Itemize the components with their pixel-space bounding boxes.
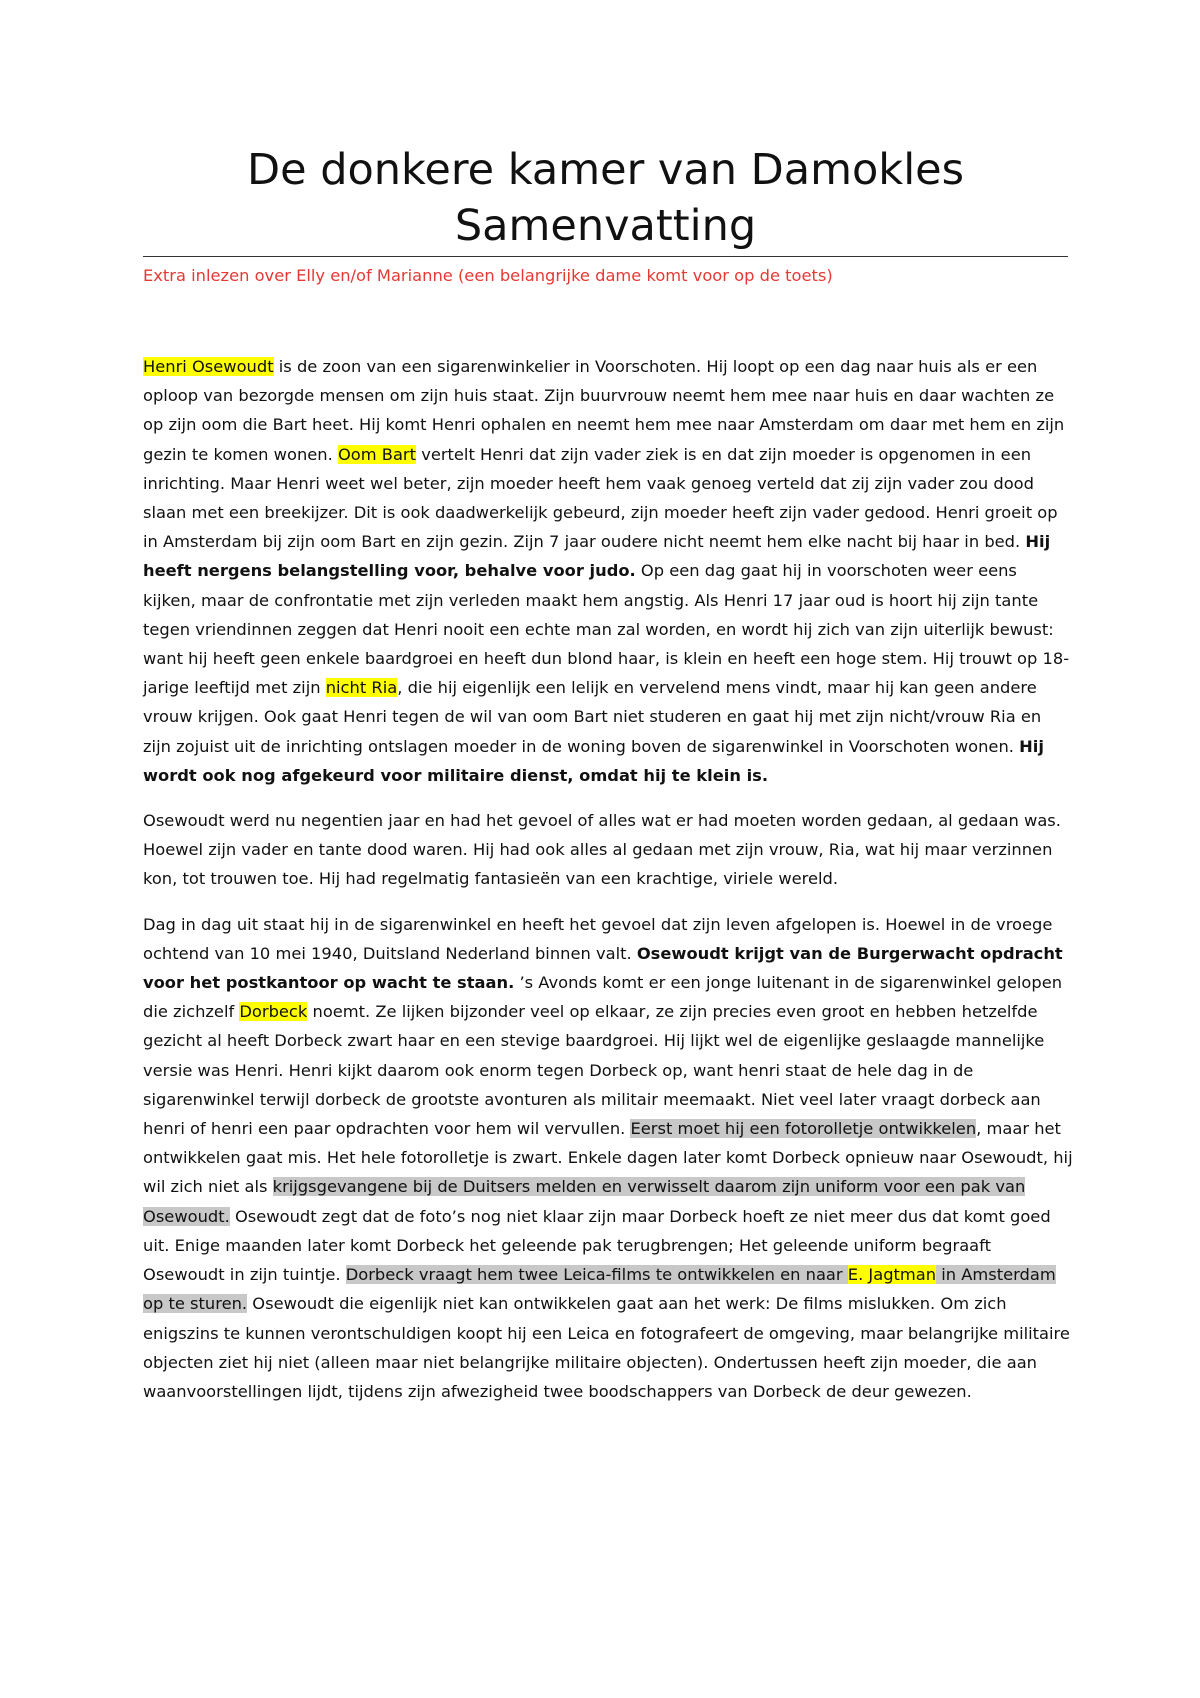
text-run: Dag in dag uit staat hij in de sigarenwinkel en heeft het gevoel dat zijn leven afgelopen is. Hoewel in de vroege ochtend van 10 mei 1940, Duitsland Nederland binnen valt. [143, 914, 1053, 963]
bold-text: Hij heeft nergens belangstelling voor, behalve voor judo. [143, 532, 1051, 581]
text-run: noemt. Ze lijken bijzonder veel op elkaar, ze zijn precies even groot en hebben hetzelfde gezicht al heeft Dorbeck zwart haar en een stevige baardgroei. Hij lijkt wel de eigenlijke geslaagde mannelijke versie was Henri. Henri kijkt daarom ook enorm tegen Dorbeck op, want henri staat de hele dag in de sigarenwinkel terwijl dorbeck de grootste avonturen als militair meemaakt. Niet veel later vraagt dorbeck aan henri of henri een paar opdrachten voor hem wil vervullen. [143, 1002, 1045, 1139]
title-block [143, 142, 1068, 257]
text-run: Osewoudt werd nu negentien jaar en had het gevoel of alles wat er had moeten worden gedaan, al gedaan was. Hoewel zijn vader en tante dood waren. Hij had ook alles al gedaan met zijn vrouw, Ria, wat hij maar verzinnen kon, tot trouwen toe. Hij had regelmatig fantasieën van een krachtige, viriele wereld. [143, 811, 1061, 889]
bold-text: Hij wordt ook nog afgekeurd voor militaire dienst, omdat hij te klein is. [143, 736, 1044, 785]
paragraph-1 [143, 352, 1073, 790]
text-run: , maar het ontwikkelen gaat mis. Het hele fotorolletje is zwart. Enkele dagen later komt Dorbeck opnieuw naar Osewoudt, hij wil zich niet als [143, 1119, 1073, 1197]
yellow-highlight: E. Jagtman [847, 1265, 937, 1285]
gray-highlight: Eerst moet hij een fotorolletje ontwikkelen [630, 1119, 977, 1139]
text-run: vertelt Henri dat zijn vader ziek is en dat zijn moeder is opgenomen in een inrichting. Maar Henri weet wel beter, zijn moeder heeft hem vaak genoeg verteld dat zij zijn vader zou dood slaan met een breekijzer. Dit is ook daadwerkelijk gebeurd, zijn moeder heeft zijn vader gedood. Henri groeit op in Amsterdam bij zijn oom Bart en zijn gezin. Zijn 7 jaar oudere nicht neemt hem elke nacht bij haar in bed. [143, 444, 1058, 552]
gray-highlight: Dorbeck vraagt hem twee Leica-films te ontwikkelen en naar [345, 1265, 848, 1285]
gray-highlight: krijgsgevangene bij de Duitsers melden en verwisselt daarom zijn uniform voor een pak van Osewoudt. [143, 1177, 1026, 1226]
text-run: Op een dag gaat hij in voorschoten weer eens kijken, maar de confrontatie met zijn verleden maakt hem angstig. Als Henri 17 jaar oud is hoort hij zijn tante tegen vriendinnen zeggen dat Henri nooit een echte man zal worden, en wordt hij zich van zijn uiterlijk bewust: want hij heeft geen enkele baardgroei en heeft dun blond haar, is klein en heeft een hoge stem. Hij trouwt op 18-jarige leeftijd met zijn [143, 561, 1070, 698]
summary-body [143, 352, 1073, 1422]
text-run: , die hij eigenlijk een lelijk en vervelend mens vindt, maar hij kan geen andere vrouw krijgen. Ook gaat Henri tegen de wil van oom Bart niet studeren en gaat hij met zijn nicht/vrouw Ria en zijn zojuist uit de inrichting ontslagen moeder in de woning boven de sigarenwinkel in Voorschoten wonen. [143, 678, 1042, 756]
yellow-highlight: nicht Ria [325, 678, 398, 698]
red-note: Extra inlezen over Elly en/of Marianne (een belangrijke dame komt voor op de toets) [143, 266, 833, 285]
yellow-highlight: Henri Osewoudt [143, 357, 274, 376]
gray-highlight: in Amsterdam op te sturen. [143, 1265, 1056, 1314]
title-line-2: Samenvatting [454, 201, 757, 251]
title-line-1: De donkere kamer van Damokles [246, 145, 965, 195]
bold-text: Osewoudt krijgt van de Burgerwacht opdracht voor het postkantoor op wacht te staan. [143, 943, 1063, 993]
yellow-highlight: Dorbeck [239, 1002, 308, 1022]
yellow-highlight: Oom Bart [337, 444, 417, 464]
text-run: is de zoon van een sigarenwinkelier in Voorschoten. Hij loopt op een dag naar huis als er een oploop van bezorgde mensen om zijn huis staat. Zijn buurvrouw neemt hem mee naar huis en daar wachten ze op zijn oom die Bart heet. Hij komt Henri ophalen en neemt hem mee naar Amsterdam om daar met hem en zijn gezin te komen wonen. [143, 357, 1065, 464]
text-run: Osewoudt die eigenlijk niet kan ontwikkelen gaat aan het werk: De films mislukken. Om zich enigszins te kunnen verontschuldigen koopt hij een Leica en fotografeert de omgeving, maar belangrijke militaire objecten ziet hij niet (alleen maar niet belangrijke militaire objecten). Ondertussen heeft zijn moeder, die aan waanvoorstellingen lijdt, tijdens zijn afwezigheid twee boodschappers van Dorbeck de deur gewezen. [143, 1294, 1070, 1401]
text-run: Osewoudt zegt dat de foto’s nog niet klaar zijn maar Dorbeck hoeft ze niet meer dus dat komt goed uit. Enige maanden later komt Dorbeck het geleende pak terugbrengen; Het geleende uniform begraaft Osewoudt in zijn tuintje. [143, 1206, 1051, 1285]
paragraph-3 [143, 910, 1073, 1406]
page-title [143, 142, 1068, 254]
paragraph-2 [143, 806, 1073, 894]
text-run: ’s Avonds komt er een jonge luitenant in de sigarenwinkel gelopen die zichzelf [143, 973, 1063, 1022]
